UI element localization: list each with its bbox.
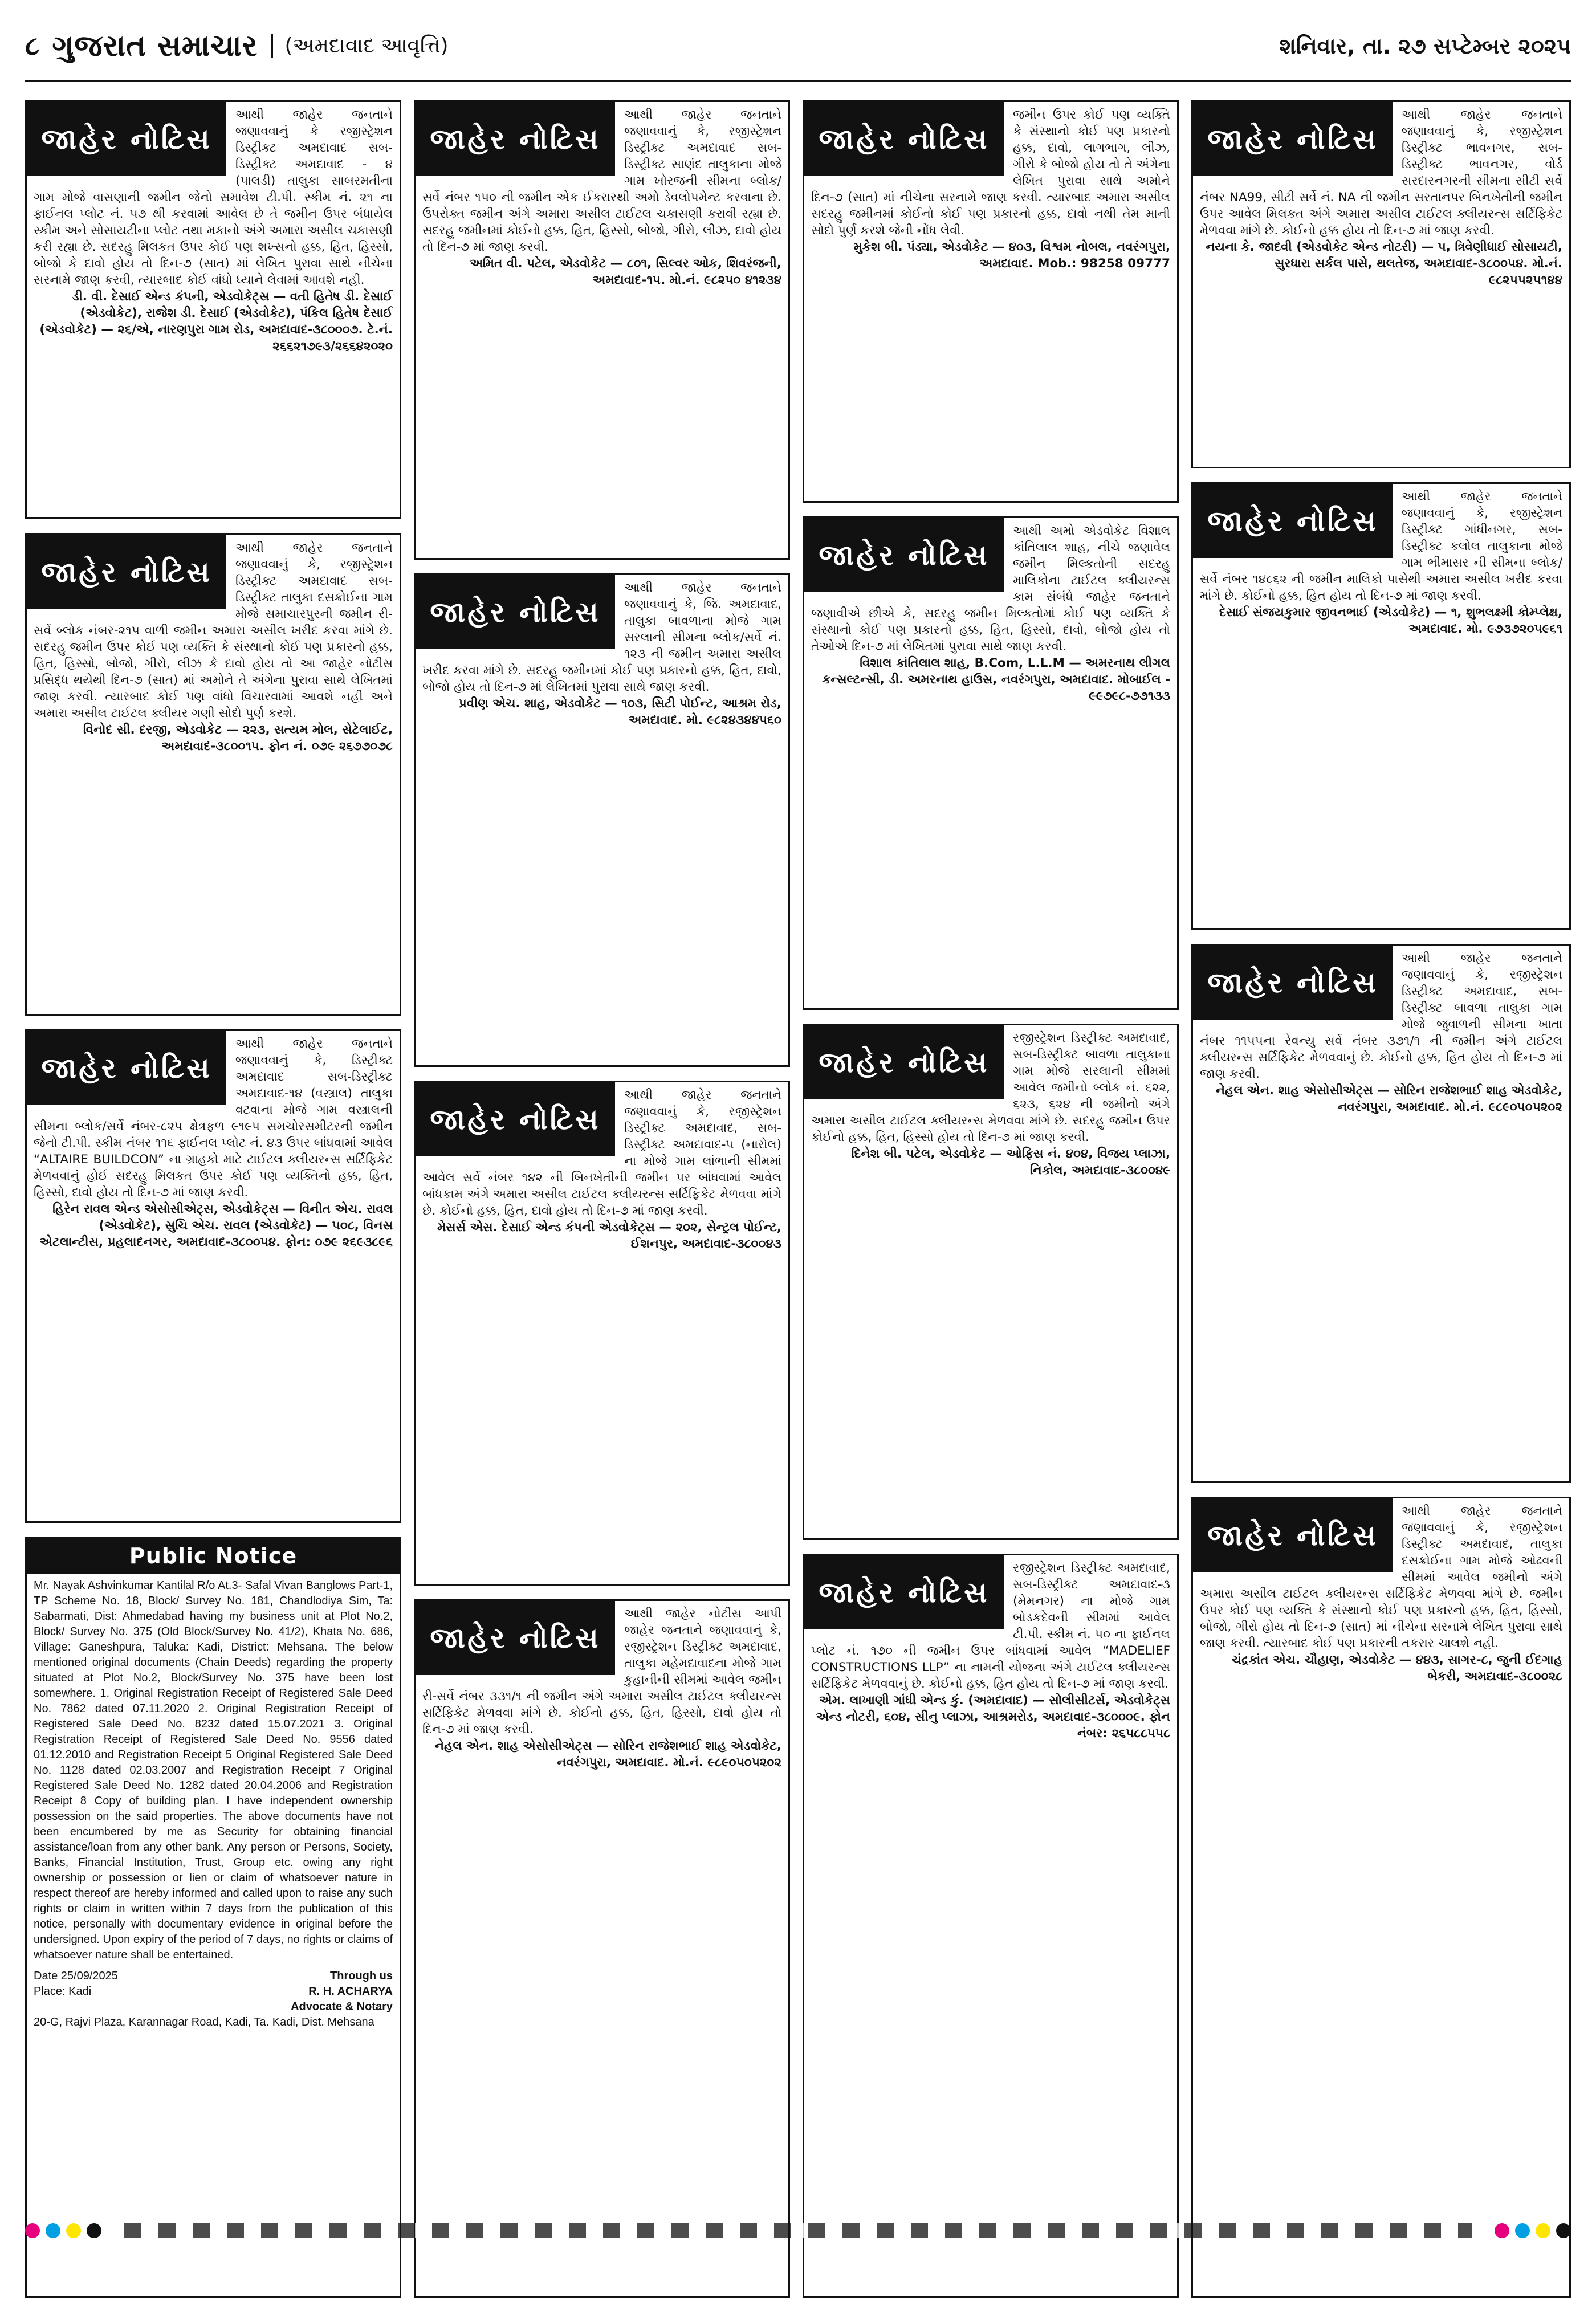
- notice-signature: મેસર્સ એસ. દેસાઈ એન્ડ કંપની એડવોકેટ્સ — ૨૦૨, સેન્ટ્રલ પોઈન્ટ, ઈશનપુર, અમદાવાદ-૩૮૦૦૪૩: [437, 1220, 781, 1251]
- public-notice-date: Date 25/09/2025: [34, 1970, 118, 1982]
- registration-dots-left: [25, 2223, 101, 2238]
- column-3: [803, 100, 1179, 2202]
- notice-body: આથી અમો એડવોકેટ વિશાલ કાંતિલાલ શાહ, નીચે જણાવેલ જમીન મિલ્કતોની સદરહુ માલિકોના ટાઈટલ ક્લીયરન્સ કામ સંબંધે જાહેર જનતાને જણાવીએ છીએ કે, સદરહુ જમીન મિલ્કતોમાં કોઈ પણ વ્યક્તિ કે સંસ્થાનો કોઈ પણ પ્રકારનો હક્ક, હિત, હિસ્સો, દાવો, બોજો હોય તો તેઓએ દિન-૭ માં લેખિતમાં પુરાવા સાથે જાણ કરવી.: [811, 524, 1170, 654]
- notice-body: આથી જાહેર જનતાને જણાવવાનું કે, રજીસ્ટ્રેશન ડિસ્ટ્રીક્ટ અમદાવાદ સબ-ડિસ્ટ્રીક્ટ તાલુકા દસક્રોઈના ગામ મોજે સમાચારપુરની જમીન રી-સર્વે બ્લોક નંબર-૨૧૫ વાળી જમીન અમારા અસીલ ખરીદ કરવા માંગે છે. સદરહુ જમીન ઉપર કોઈ પણ વ્યક્તિ કે સંસ્થાનો કોઈ પણ પ્રકારનો હક્ક, હિત, હિસ્સો, બોજો, ગીરો, લીઝ કે દાવો હોય તો આ જાહેર નોટીસ પ્રસિદ્ધ થયેથી દિન-૭ (સાત) માં અમોને તે અંગેના પુરાવા સાથે લેખિતમાં જાણ કરવી. ત્યારબાદ કોઈ પણ વાંધો વિચારવામાં આવશે નહી અને અમારા અસીલ ટાઈટલ ક્લીયર ગણી સોદો પુર્ણ કરશે.: [34, 541, 393, 720]
- cyan-dot: [46, 2223, 60, 2238]
- notice-heading: જાહેર નોટિસ: [804, 1555, 1004, 1629]
- public-notice-place: Place: Kadi: [34, 1985, 92, 1998]
- notice-8: [803, 100, 1179, 503]
- public-notice-advocate: R. H. ACHARYA: [308, 1985, 393, 1998]
- edition-label: (અમદાવાદ આવૃત્તિ): [271, 34, 448, 58]
- notice-signature: દેસાઈ સંજયકુમાર જીવનભાઈ (એડવોકેટ) — ૧, શુભલક્ષ્મી કોમ્પ્લેક્ષ, અમદાવાદ. મો. ૯૭૩૭૨૦૫૯૬૧: [1219, 605, 1562, 636]
- notice-heading: જાહેર નોટિસ: [804, 102, 1004, 176]
- notice-body: રજીસ્ટ્રેશન ડિસ્ટ્રીક્ટ અમદાવાદ, સબ-ડિસ્ટ્રીક્ટ બાવળા તાલુકાના ગામ મોજે સરલાની સીમમાં આવેલ જમીનો બ્લોક નં. ૬૨૨, ૬૨૩, ૬૨૪ ની જમીનો અંગે અમારા અસીલ ટાઈટલ ક્લીયરન્સ મેળવવા માંગે છે. સદરહુ જમીન ઉપર કોઈનો હક્ક, હિત, હિસ્સો હોય તો દિન-૭ માં જાણ કરવી.: [811, 1031, 1170, 1144]
- black-dot: [87, 2223, 101, 2238]
- newspaper-name: ગુજરાત સમાચાર: [52, 28, 258, 63]
- notice-12: [1191, 100, 1571, 468]
- magenta-dot: [25, 2223, 40, 2238]
- public-notice-heading: Public Notice: [27, 1538, 400, 1574]
- notice-1: [25, 100, 401, 519]
- notice-5: [414, 573, 790, 1067]
- notice-body: આથી જાહેર જનતાને જણાવવાનું કે, રજીસ્ટ્રેશન ડિસ્ટ્રીક્ટ અમદાવાદ, સબ-ડિસ્ટ્રીક્ટ બાવળા તાલુકા ગામ મોજે જુવાળની સીમના ખાતા નંબર ૧૧૫૫ના રેવન્યુ સર્વે નંબર ૩૭૧/૧ ની જમીન અંગે ટાઈટલ ક્લીયરન્સ સર્ટિફિકેટ મેળવવાનું છે. કોઈનો હક્ક, હિત હોય તો દિન-૭ માં જાણ કરવી.: [1200, 951, 1562, 1081]
- notice-heading: જાહેર નોટિસ: [416, 1082, 615, 1156]
- notice-signature: વિનોદ સી. દરજી, એડવોકેટ — ૨૨૩, સત્યમ મોલ, સેટેલાઈટ, અમદાવાદ-૩૮૦૦૧૫. ફોન નં. ૦૭૯ ૨૬૭૭૦૭૮: [83, 723, 393, 753]
- notice-signature: નયના કે. જાદવી (એડવોકેટ એન્ડ નોટરી) — ૫, ત્રિવેણીધાઈ સોસાયટી, સુરધારા સર્કલ પાસે, થલતેજ, અમદાવાદ-૩૮૦૦૫૪. મો.નં. ૯૮૨૫૫૨૫૧૪૪: [1206, 240, 1562, 287]
- registration-dots-right: [1495, 2223, 1571, 2238]
- public-notice: [25, 1537, 401, 2298]
- yellow-dot: [66, 2223, 81, 2238]
- notice-signature: વિશાલ કાંતિલાલ શાહ, B.Com, L.L.M — અમરનાથ લીગલ કન્સલ્ટન્સી, ડી. અમરનાથ હાઉસ, નવરંગપુરા, અમદાવાદ. મોબાઈલ - ૯૯૭૯૮-૭૭૧૩૩: [822, 656, 1170, 703]
- column-1: [25, 100, 401, 2202]
- notice-7: [414, 1599, 790, 2298]
- notice-9: [803, 516, 1179, 1010]
- magenta-dot: [1495, 2223, 1509, 2238]
- notice-signature: મુકેશ બી. પંડ્યા, એડવોકેટ — ૪૦૩, વિશ્વમ નોબલ, નવરંગપુરા, અમદાવાદ. Mob.: 98258 09777: [853, 240, 1170, 271]
- notice-body: આથી જાહેર જનતાને જણાવવાનું કે, રજીસ્ટ્રેશન ડિસ્ટ્રીક્ટ ભાવનગર, સબ-ડિસ્ટ્રીક્ટ ભાવનગર, વોર્ડ સરદારનગરની સીમના સીટી સર્વે નંબર NA99, સીટી સર્વે નં. NA ની જમીન સરતાનપર બિનખેતીની જમીન ઉપર આવેલ મિલકત અંગે અમારા અસીલ ટાઈટલ ક્લીયરન્સ સર્ટિફિકેટ મેળવવા માંગે છે. કોઈનો હક્ક હોય તો દિન-૭ માં જાણ કરવી.: [1200, 108, 1562, 238]
- yellow-dot: [1536, 2223, 1550, 2238]
- notice-signature: પ્રવીણ એચ. શાહ, એડવોકેટ — ૧૦૩, સિટી પોઈન્ટ, આશ્રમ રોડ, અમદાવાદ. મો. ૯૮૨૪૩૪૪૫૬૦: [458, 696, 781, 727]
- notice-body: આથી જાહેર નોટીસ આપી જાહેર જનતાને જણાવવાનું કે, રજીસ્ટ્રેશન ડિસ્ટ્રીક્ટ અમદાવાદ, તાલુકા મહેમદાવાદના મોજે ગામ કુહાનીની સીમમાં આવેલ જમીન રી-સર્વે નંબર ૩૩૧/૧ ની જમીન અંગે અમારા અસીલ ટાઈટલ ક્લીયરન્સ સર્ટિફિકેટ મેળવવા માંગે છે. કોઈનો હક્ક, હિત, હિસ્સો, દાવો હોય તો દિન-૭ માં જાણ કરવી.: [422, 1607, 781, 1737]
- notice-body: જમીન ઉપર કોઈ પણ વ્યક્તિ કે સંસ્થાનો કોઈ પણ પ્રકારનો હક્ક, દાવો, લાગભાગ, લીઝ, ગીરો કે બોજો હોય તો તે અંગેના લેખિત પુરાવા સાથે અમોને દિન-૭ (સાત) માં નીચેના સરનામે જાણ કરવી. ત્યારબાદ અમારા અસીલ સદરહુ જમીનમાં કોઈનો કોઈ પણ પ્રકારનો હક્ક, દાવો નથી તેમ માની સોદો પુર્ણ કરશે જેની નોંધ લેવી.: [811, 108, 1170, 238]
- notice-heading: જાહેર નોટિસ: [27, 1031, 226, 1105]
- public-notice-through: Through us: [330, 1970, 393, 1982]
- black-dot: [1556, 2223, 1571, 2238]
- notice-body: આથી જાહેર જનતાને જણાવવાનું કે, રજીસ્ટ્રેશન ડિસ્ટ્રીક્ટ અમદાવાદ સબ-ડિસ્ટ્રીક્ટ સાણંદ તાલુકાના મોજે ગામ ખોરજની સીમના બ્લોક/સર્વે નંબર ૧૫૦ ની જમીન એક ઈકરારથી અમો ડેવલોપમેન્ટ કરવાના છે. ઉપરોક્ત જમીન અંગે અમારા અસીલ ટાઈટલ ચકાસણી કરાવી રહ્યા છે. સદરહુ જમીનમાં કોઈનો હક્ક, હિત, હિસ્સો, બોજો, ગીરો, લીઝ, દાવો હોય તો દિન-૭ માં જાણ કરવી.: [422, 108, 781, 254]
- notice-signature: ડી. વી. દેસાઈ એન્ડ કંપની, એડવોકેટ્સ — વતી હિતેષ ડી. દેસાઈ (એડવોકેટ), રાજેશ ડી. દેસાઈ (એડવોકેટ), પંકિલ હિતેષ દેસાઈ (એડવોકેટ) — ૨૬/એ, નારણપુરા ગામ રોડ, અમદાવાદ-૩૮૦૦૦૭. ટે.નં. ૨૬૬૨૧૭૯૩/૨૬૬૪૨૦૨૦: [39, 290, 393, 353]
- notice-heading: જાહેર નોટિસ: [27, 535, 226, 609]
- notice-4: [414, 100, 790, 560]
- notice-10: [803, 1024, 1179, 1540]
- colour-bar: [124, 2223, 1472, 2238]
- notice-signature: ચંદ્રકાંત એચ. ચૌહાણ, એડવોકેટ — ૪૪૩, સાગર-૮, જુની ઈદગાહ બેકરી, અમદાવાદ-૩૮૦૦૨૮: [1231, 1653, 1562, 1684]
- column-2: [414, 100, 790, 2202]
- notice-body: રજીસ્ટ્રેશન ડિસ્ટ્રીક્ટ અમદાવાદ, સબ-ડિસ્ટ્રીક્ટ અમદાવાદ-૩ (મેમનગર) ના મોજે ગામ બોડકદેવની સીમમાં આવેલ ટી.પી. સ્કીમ નં. ૫૦ ના ફાઈનલ પ્લોટ નં. ૧૭૦ ની જમીન ઉપર બાંધવામાં આવેલ “MADELIEF CONSTRUCTIONS LLP” ના નામની યોજના અંગે ટાઈટલ ક્લીયરન્સ સર્ટિફિકેટ મેળવવાનું છે. કોઈનો હક્ક, હિત હોય તો દિન-૭ માં જાણ કરવી.: [811, 1561, 1170, 1691]
- notice-signature: અમિત વી. પટેલ, એડવોકેટ — ૮૦૧, સિલ્વર ઓક, શિવરંજની, અમદાવાદ-૧૫. મો.નં. ૯૮૨૫૦ ૪૧૨૩૪: [470, 256, 781, 287]
- notice-heading: જાહેર નોટિસ: [804, 518, 1004, 592]
- page-number: ૮: [25, 30, 40, 61]
- notice-2: [25, 533, 401, 1016]
- notice-body: આથી જાહેર જનતાને જણાવવાનું કે, રજીસ્ટ્રેશન ડિસ્ટ્રીક્ટ અમદાવાદ, તાલુકા દસક્રોઈના ગામ મોજે ઓઢવની સીમમાં આવેલ જમીનો અંગે અમારા અસીલ ટાઈટલ ક્લીયરન્સ સર્ટિફિકેટ મેળવવા માંગે છે. જમીન ઉપર કોઈ પણ વ્યક્તિ કે સંસ્થાનો કોઈ પણ પ્રકારનો હક્ક, હિત, હિસ્સો, બોજો, ગીરો હોય તો દિન-૭ (સાત) માં નીચેના સરનામે લેખિત પુરાવા સાથે જાણ કરવી. ત્યારબાદ કોઈ પણ પ્રકારની તકરાર ચાલશે નહી.: [1200, 1504, 1562, 1651]
- notice-body: આથી જાહેર જનતાને જણાવવાનું કે, રજીસ્ટ્રેશન ડિસ્ટ્રીક્ટ અમદાવાદ, સબ-ડિસ્ટ્રીક્ટ અમદાવાદ-૫ (નારોલ) ના મોજે ગામ લાંભાની સીમમાં આવેલ સર્વે નંબર ૧૪૨ ની બિનખેતીની જમીન પર બાંધવામાં આવેલ બાંધકામ અંગે અમારા અસીલ ટાઈટલ ક્લીયરન્સ સર્ટિફિકેટ મેળવવા માંગે છે. કોઈનો હક્ક, હિત, દાવો હોય તો દિન-૭ માં જાણ કરવી.: [422, 1088, 781, 1218]
- notice-heading: જાહેર નોટિસ: [416, 1601, 615, 1675]
- notice-3: [25, 1029, 401, 1523]
- notice-signature: નેહલ એન. શાહ એસોસીએટ્સ — સોરિન રાજેશભાઈ શાહ એડવોકેટ, નવરંગપુરા, અમદાવાદ. મો.નં. ૯૮૯૦૫૦૫૨૦૨: [435, 1739, 781, 1770]
- notice-heading: જાહેર નોટિસ: [416, 102, 615, 176]
- notice-signature: દિનેશ બી. પટેલ, એડવોકેટ — ઓફિસ નં. ૪૦૪, વિજય પ્લાઝા, નિકોલ, અમદાવાદ-૩૮૦૦૪૯: [851, 1147, 1170, 1177]
- notice-body: આથી જાહેર જનતાને જણાવવાનું કે રજીસ્ટ્રેશન ડિસ્ટ્રીક્ટ અમદાવાદ સબ-ડિસ્ટ્રીક્ટ અમદાવાદ - ૪ (પાલડી) તાલુકા સાબરમતીના ગામ મોજે વાસણાની જમીન જેનો સમાવેશ ટી.પી. સ્કીમ નં. ૨૧ ના ફાઈનલ પ્લોટ નં. ૫૭ થી કરવામાં આવેલ છે તે જમીન ઉપર બંધાયેલ સ્કીમ અને સોસાયટીના પ્લોટ તથા મકાનો અંગે અમારા અસીલ ચકાસણી કરી રહ્યા છે. સદરહુ મિલકત ઉપર કોઈ પણ શખ્સનો હક્ક, હિત, હિસ્સો, બોજો કે દાવો હોય તો દિન-૭ (સાત) માં લેખિત પુરાવા સાથે નીચેના સરનામે જાણ કરવી, ત્યારબાદ કોઈ વાંધો ધ્યાને લેવામાં આવશે નહી.: [34, 108, 393, 287]
- notice-6: [414, 1081, 790, 1586]
- masthead: [25, 13, 1571, 82]
- notice-15: [1191, 1497, 1571, 2298]
- public-notice-address: 20-G, Rajvi Plaza, Karannagar Road, Kadi, Ta. Kadi, Dist. Mehsana: [34, 2016, 374, 2028]
- notice-heading: જાહેર નોટિસ: [804, 1025, 1004, 1099]
- notice-heading: જાહેર નોટિસ: [1193, 484, 1393, 558]
- notice-heading: જાહેર નોટિસ: [1193, 946, 1393, 1020]
- issue-date: શનિવાર, તા. ૨૭ સપ્ટેમ્બર ૨૦૨૫: [1279, 33, 1571, 59]
- notice-body: આથી જાહેર જનતાને જણાવવાનું કે, ડિસ્ટ્રીક્ટ અમદાવાદ સબ-ડિસ્ટ્રીક્ટ અમદાવાદ-૧૪ (વસ્ત્રાલ) તાલુકા વટવાના મોજે ગામ વસ્ત્રાલની સીમના બ્લોક/સર્વે નંબર-૮૨૫ ક્ષેત્રફળ ૯૧૯૫ સમચોરસમીટરની જમીન જેનો ટી.પી. સ્કીમ નંબર ૧૧૬ ફાઈનલ પ્લોટ નં. ૪૩ ઉપર બાંધવામાં આવેલ “ALTAIRE BUILDCON” ના ગ્રાહકો માટે ટાઈટલ ક્લીયરન્સ સર્ટિફિકેટ મેળવવાનું હોઈ સદરહુ મિલકત ઉપર કોઈ પણ વ્યક્તિનો હક્ક, હિત, હિસ્સો, દાવો હોય તો દિન-૭ માં જાણ કરવી.: [34, 1037, 393, 1200]
- public-notice-designation: Advocate & Notary: [291, 2000, 393, 2013]
- notice-body: આથી જાહેર જનતાને જણાવવાનું કે, રજીસ્ટ્રેશન ડિસ્ટ્રીક્ટ ગાંધીનગર, સબ-ડિસ્ટ્રીક્ટ કલોલ તાલુકાના મોજે ગામ ભીમાસર ની સીમના બ્લોક/સર્વે નંબર ૧૪૮૬૨ ની જમીન માલિકો પાસેથી અમારા અસીલ ખરીદ કરવા માંગે છે. કોઈનો હક્ક, હિત હોય તો દિન-૭ માં જાણ કરવી.: [1200, 490, 1562, 603]
- cyan-dot: [1515, 2223, 1530, 2238]
- notice-signature: હિરેન રાવલ એન્ડ એસોસીએટ્સ, એડવોકેટ્સ — વિનીત એચ. રાવલ (એડવોકેટ), સુચિ એચ. રાવલ (એડવોકેટ) — ૫૦૮, વિનસ એટલાન્ટીસ, પ્રહલાદનગર, અમદાવાદ-૩૮૦૦૫૪. ફોન: ૦૭૯ ૨૬૯૩૮૯૬: [39, 1202, 393, 1249]
- notice-13: [1191, 482, 1571, 930]
- notice-14: [1191, 944, 1571, 1483]
- notice-signature: નેહલ એન. શાહ એસોસીએટ્સ — સોરિન રાજેશભાઈ શાહ એડવોકેટ, નવરંગપુરા, અમદાવાદ. મો.નં. ૯૮૯૦૫૦૫૨૦૨: [1216, 1083, 1562, 1114]
- column-4: [1191, 100, 1571, 2202]
- notice-signature: એમ. લાખાણી ગાંધી એન્ડ કું. (અમદાવાદ) — સોલીસીટર્સ, એડવોકેટ્સ એન્ડ નોટરી, ૬૦૪, સીનુ પ્લાઝા, આશ્રમરોડ, અમદાવાદ-૩૮૦૦૦૯. ફોન નંબર: ૨૬૫૮૮૫૫૮: [816, 1693, 1170, 1741]
- notice-heading: જાહેર નોટિસ: [1193, 1498, 1393, 1572]
- print-registration-strip: [25, 2214, 1571, 2248]
- public-notice-body: Mr. Nayak Ashvinkumar Kantilal R/o At.3- Safal Vivan Banglows Part-1, TP Scheme No. 18, Block/ Survey No. 181, Chandlodiya Sim, Ta: Sabarmati, Dist: Ahmedabad having my business unit at Plot No.2, Block/ Survey No. 375 (Old Block/Survey No. 41/2), Khata No. 686, Village: Ganeshpura, Taluka: Kadi, District: Mehsana. The below mentioned original documents (Chain Deeds) regarding the property situated at Plot No.2, Block/Survey No. 375 have been lost somewhere. 1. Original Registration Receipt of Registered Sale Deed No. 7862 dated 07.11.2020 2. Original Registration Receipt of Registered Sale Deed No. 8232 dated 15.07.2021 3. Original Registration Receipt of Registered Sale Deed No. 9556 dated 01.12.2010 and Registration Receipt 5 Original Registered Sale Deed No. 1128 dated 02.03.2007 and Registration Receipt 7 Original Registered Sale Deed No. 1282 dated 20.04.2006 and Registration Receipt 8 Copy of building plan. I have independent ownership possession on the said properties. The above documents have not been encumbered by me as Security for obtaining financial assistance/loan from any other bank. Any person or Persons, Society, Banks, Financial Institution, Trust, Group etc. owing any right ownership or possession or lien or claim of whatsoever nature in respect thereof are hereby informed and called upon to raise any such rights or claim in written within 7 days from the publication of this notice, personally with documentary evidence in original before the undersigned. Upon expiry of the period of 7 days, no rights or claims of whatsoever nature shall be entertained.: [34, 1579, 393, 1961]
- notice-body: આથી જાહેર જનતાને જણાવવાનું કે, જિ. અમદાવાદ, તાલુકા બાવળાના મોજે ગામ સરલાની સીમના બ્લોક/સર્વે નં. ૧૨૩ ની જમીન અમારા અસીલ ખરીદ કરવા માંગે છે. સદરહુ જમીનમાં કોઈ પણ પ્રકારનો હક્ક, હિત, દાવો, બોજો હોય તો દિન-૭ માં લેખિતમાં પુરાવા સાથે જાણ કરવી.: [422, 581, 781, 694]
- notice-heading: જાહેર નોટિસ: [1193, 102, 1393, 176]
- notice-11: [803, 1554, 1179, 2298]
- notice-heading: જાહેર નોટિસ: [27, 102, 226, 176]
- notice-heading: જાહેર નોટિસ: [416, 575, 615, 649]
